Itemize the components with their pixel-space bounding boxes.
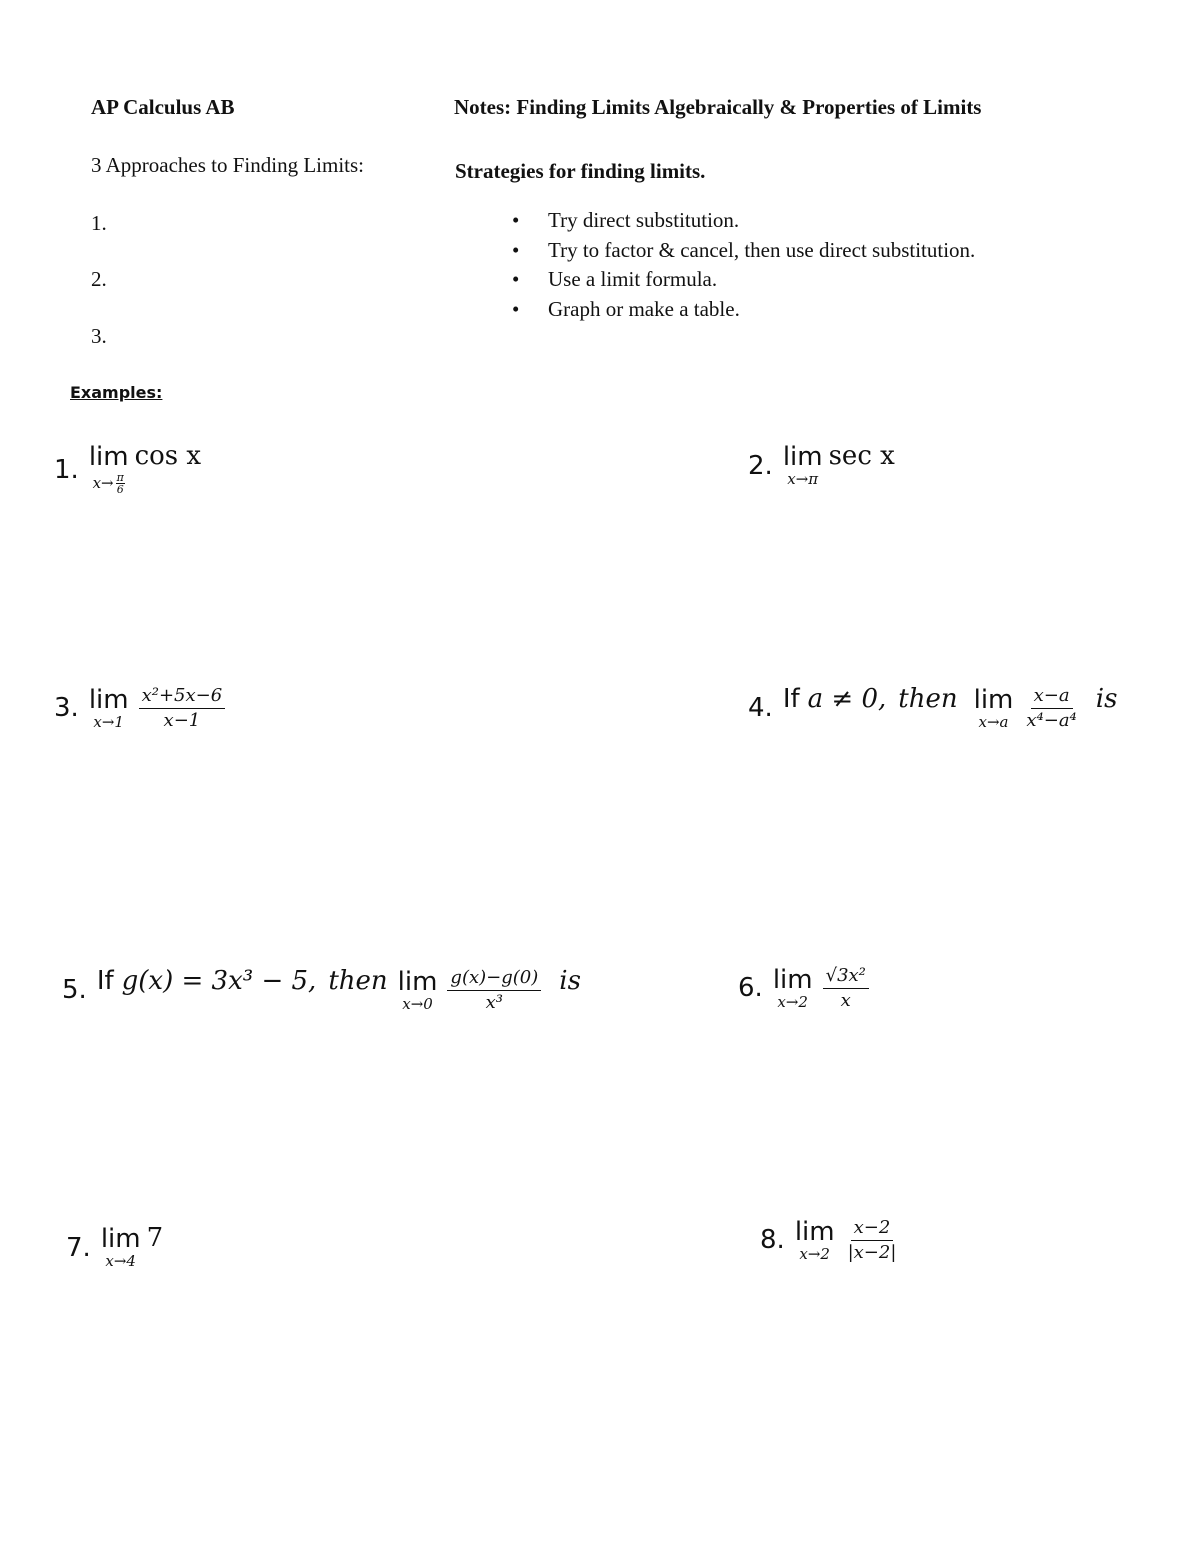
example-2	[748, 440, 895, 488]
fraction-numerator: g(x)−g(0)	[447, 968, 541, 991]
example-number: 2.	[748, 450, 773, 481]
limit-operator	[783, 444, 823, 487]
lim-word: lim	[397, 966, 438, 997]
fraction-numerator: x²+5x−6	[139, 686, 226, 709]
limit-operator	[794, 1216, 835, 1263]
limit-fraction	[823, 966, 869, 1011]
example-number: 7.	[66, 1232, 91, 1263]
fraction-denominator: x⁴−a⁴	[1026, 709, 1077, 731]
limit-approach: x→π	[787, 470, 819, 488]
lim-word: lim	[973, 684, 1014, 715]
condition: g(x) = 3x³ − 5,	[121, 966, 317, 997]
example-7	[66, 1222, 164, 1270]
limit-operator	[101, 1226, 141, 1269]
limit-fraction	[447, 968, 541, 1013]
then-word: then	[328, 966, 388, 997]
example-number: 4.	[748, 693, 773, 724]
fraction-denominator: |x−2|	[847, 1241, 897, 1263]
limit-fraction	[845, 1218, 900, 1263]
limit-approach	[93, 472, 125, 495]
approach-item-2: 2.	[91, 267, 107, 291]
limit-function: 7	[146, 1222, 164, 1253]
then-word: then	[898, 684, 958, 715]
lim-word: lim	[772, 964, 813, 995]
limit-approach: x→2	[777, 992, 808, 1011]
limit-operator	[973, 684, 1014, 731]
course-title: AP Calculus AB	[91, 95, 235, 119]
limit-operator	[89, 444, 129, 495]
approach-numerator: π	[116, 471, 124, 484]
condition: a ≠ 0,	[807, 684, 887, 715]
lim-word: lim	[88, 684, 129, 715]
strategy-item: • Try to factor & cancel, then use direct substitution.	[512, 236, 975, 266]
strategy-item: • Graph or make a table.	[512, 295, 975, 325]
if-word: If	[96, 966, 114, 997]
fraction-denominator: x³	[485, 991, 504, 1013]
limit-fraction	[1023, 686, 1079, 731]
strategy-item: • Try direct substitution.	[512, 206, 975, 236]
strategies-heading: Strategies for finding limits.	[455, 159, 706, 183]
limit-operator	[772, 964, 813, 1011]
approach-denominator: 6	[116, 483, 124, 496]
is-word: is	[1095, 684, 1118, 715]
example-number: 3.	[54, 693, 79, 724]
lim-word: lim	[782, 442, 823, 472]
example-3	[54, 686, 229, 731]
limit-function: sec x	[828, 440, 895, 471]
lim-word: lim	[88, 442, 129, 472]
example-number: 6.	[738, 973, 763, 1004]
limit-operator	[88, 684, 129, 731]
approach-item-1: 1.	[91, 211, 107, 235]
limit-approach: x→2	[799, 1244, 830, 1263]
approach-item-3: 3.	[91, 324, 107, 348]
examples-label: Examples:	[70, 383, 163, 402]
fraction-numerator: x−2	[851, 1218, 894, 1241]
strategies-list	[512, 206, 975, 324]
limit-arrow: x→	[92, 474, 114, 492]
example-8	[760, 1218, 903, 1263]
limit-approach: x→4	[105, 1252, 136, 1270]
example-5	[62, 968, 581, 1013]
lim-word: lim	[794, 1216, 835, 1247]
example-number: 8.	[760, 1225, 785, 1256]
limit-approach: x→a	[978, 712, 1009, 731]
limit-approach: x→0	[402, 994, 433, 1013]
example-6	[738, 966, 873, 1011]
strategy-item: • Use a limit formula.	[512, 265, 975, 295]
notes-title: Notes: Finding Limits Algebraically & Properties of Limits	[454, 95, 982, 119]
lim-word: lim	[100, 1224, 141, 1254]
limit-fraction	[139, 686, 226, 731]
fraction-numerator: √3x²	[823, 966, 869, 989]
limit-function: cos x	[134, 440, 202, 471]
if-word: If	[782, 684, 800, 715]
approaches-heading: 3 Approaches to Finding Limits:	[91, 153, 364, 177]
limit-operator	[397, 966, 438, 1013]
is-word: is	[559, 966, 581, 997]
fraction-numerator: x−a	[1031, 686, 1073, 709]
example-number: 1.	[54, 454, 79, 485]
example-number: 5.	[62, 975, 87, 1006]
example-1	[54, 440, 202, 496]
fraction-denominator: x	[840, 989, 851, 1011]
example-4	[748, 686, 1117, 731]
fraction-denominator: x−1	[163, 709, 201, 731]
approach-fraction	[116, 472, 125, 495]
limit-approach: x→1	[93, 712, 124, 731]
